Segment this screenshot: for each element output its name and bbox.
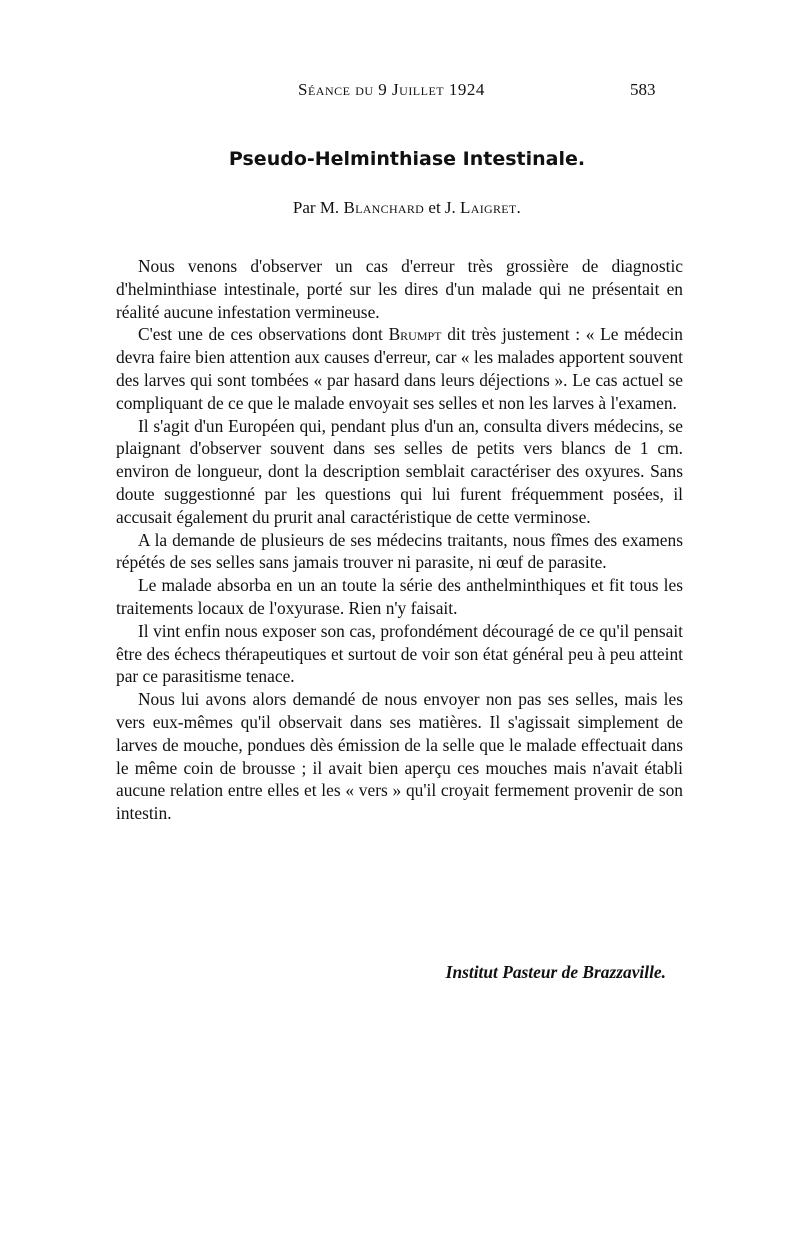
paragraph: A la demande de plusieurs de ses médecins traitants, nous fîmes des examens répétés de ses selles sans jamais trouver ni parasite, ni œuf de parasite. — [116, 529, 683, 573]
institution-signature: Institut Pasteur de Brazzaville. — [445, 962, 666, 982]
article-title: Pseudo-Helminthiase Intestinale. — [228, 148, 586, 170]
paragraph-text: C'est une de ces observations dont — [138, 324, 383, 345]
authors-joiner: et J. — [428, 198, 456, 217]
paragraph — [116, 323, 683, 414]
author-name-2: Laigret. — [460, 198, 522, 217]
authors-prefix: Par M. — [292, 198, 340, 217]
paragraph: Nous venons d'observer un cas d'erreur très grossière de diagnostic d'helminthiase intestinale, porté sur les dires d'un malade qui ne présentait en réalité aucune infestation vermineuse. — [116, 256, 683, 322]
author-name-1: Blanchard — [343, 198, 425, 217]
running-title: Séance du 9 Juillet 1924 — [298, 80, 485, 99]
paragraph: Il s'agit d'un Européen qui, pendant plus d'un an, consulta divers médecins, se plaignant d'observer souvent dans ses selles de petits vers blancs de 1 cm. environ de longueur, dont la description semblait caractériser des oxyures. Sans doute suggestionné par les questions qui lui furent fréquemment posées, il accusait également du prurit anal caractéristique de cette verminose. — [116, 415, 683, 527]
cited-author: Brumpt — [388, 324, 442, 345]
paragraph-text: dit très justement : « Le médecin devra faire bien attention aux causes d'erreur, car « les malades apportent souvent des larves qui sont tombées « par hasard dans leurs déjections ». Le cas actuel se compliquant de ce que le malade envoyait ses selles et non les larves à l'examen. — [116, 324, 683, 413]
paragraph: Il vint enfin nous exposer son cas, profondément découragé de ce qu'il pensait être des échecs thérapeutiques et surtout de voir son état général peu à peu atteint par ce parasitisme tenace. — [116, 620, 683, 687]
running-head — [0, 80, 800, 110]
article-body — [116, 255, 683, 825]
paragraph: Le malade absorba en un an toute la série des anthelminthiques et fit tous les traitements locaux de l'oxyurase. Rien n'y faisait. — [116, 575, 683, 618]
paragraph: Nous lui avons alors demandé de nous envoyer non pas ses selles, mais les vers eux-mêmes qu'il observait dans ses matières. Il s'agissait simplement de larves de mouche, pondues dès émission de la selle que le malade effectuait dans le même coin de brousse ; il avait bien aperçu ces mouches mais n'avait établi aucune relation entre elles et les « vers » qu'il croyait fermement provenir de son intestin. — [116, 689, 683, 824]
article-authors — [0, 198, 800, 218]
page-number: 583 — [630, 80, 656, 99]
